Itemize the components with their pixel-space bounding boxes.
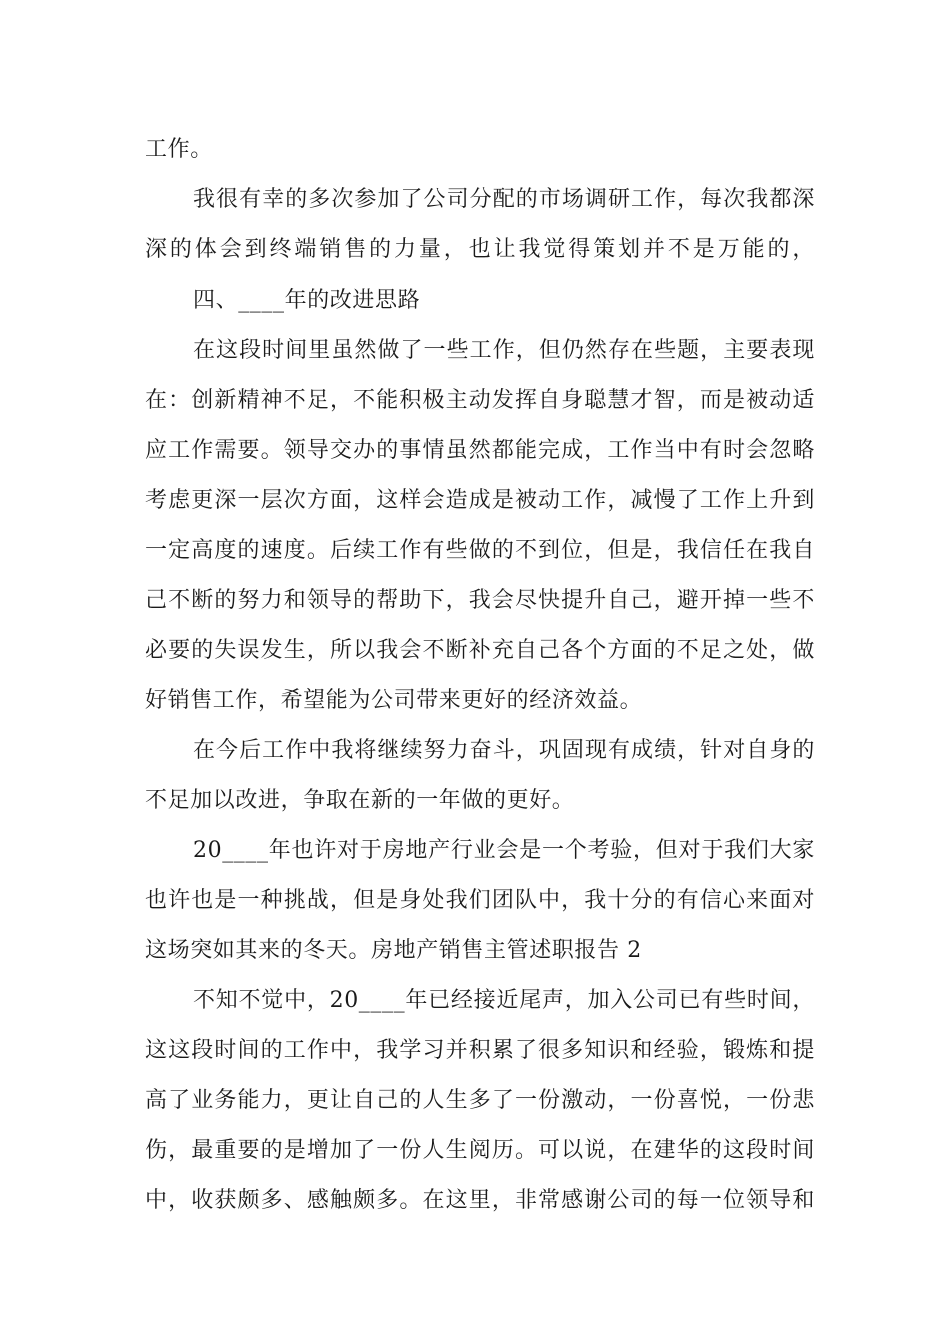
text-line: 一定高度的速度。后续工作有些做的不到位，但是，我信任在我自 (145, 538, 815, 563)
text-line: 这场突如其来的冬天。房地产销售主管述职报告 2 (145, 938, 642, 963)
text-line: 伤，最重要的是增加了一份人生阅历。可以说，在建华的这段时间 (145, 1138, 815, 1163)
text-line: 不知不觉中，20____年已经接近尾声，加入公司已有些时间， (193, 988, 815, 1013)
text-line: 高了业务能力，更让自己的人生多了一份激动，一份喜悦，一份悲 (145, 1088, 815, 1113)
text-line: 我很有幸的多次参加了公司分配的市场调研工作，每次我都深 (193, 187, 815, 212)
text-line: 不足加以改进，争取在新的一年做的更好。 (145, 788, 575, 813)
text-line: 己不断的努力和领导的帮助下，我会尽快提升自己，避开掉一些不 (145, 588, 815, 613)
section-heading: 四、____年的改进思路 (193, 288, 421, 313)
text-line: 在今后工作中我将继续努力奋斗，巩固现有成绩，针对自身的 (193, 738, 815, 763)
text-line: 20____年也许对于房地产行业会是一个考验，但对于我们大家 (193, 838, 815, 863)
text-line: 深的体会到终端销售的力量，也让我觉得策划并不是万能的， (145, 237, 815, 262)
text-line: 应工作需要。领导交办的事情虽然都能完成，工作当中有时会忽略 (145, 438, 815, 463)
text-line: 好销售工作，希望能为公司带来更好的经济效益。 (145, 688, 643, 713)
text-line: 也许也是一种挑战，但是身处我们团队中，我十分的有信心来面对 (145, 888, 815, 913)
text-line: 中，收获颇多、感触颇多。在这里，非常感谢公司的每一位领导和 (145, 1188, 815, 1213)
text-line: 这这段时间的工作中，我学习并积累了很多知识和经验，锻炼和提 (145, 1038, 815, 1063)
text-line: 必要的失误发生，所以我会不断补充自己各个方面的不足之处，做 (145, 638, 815, 663)
text-line: 在这段时间里虽然做了一些工作，但仍然存在些题，主要表现 (193, 338, 815, 363)
text-line: 考虑更深一层次方面，这样会造成是被动工作，减慢了工作上升到 (145, 488, 815, 513)
text-line: 工作。 (145, 137, 213, 162)
text-line: 在：创新精神不足，不能积极主动发挥自身聪慧才智，而是被动适 (145, 388, 815, 413)
